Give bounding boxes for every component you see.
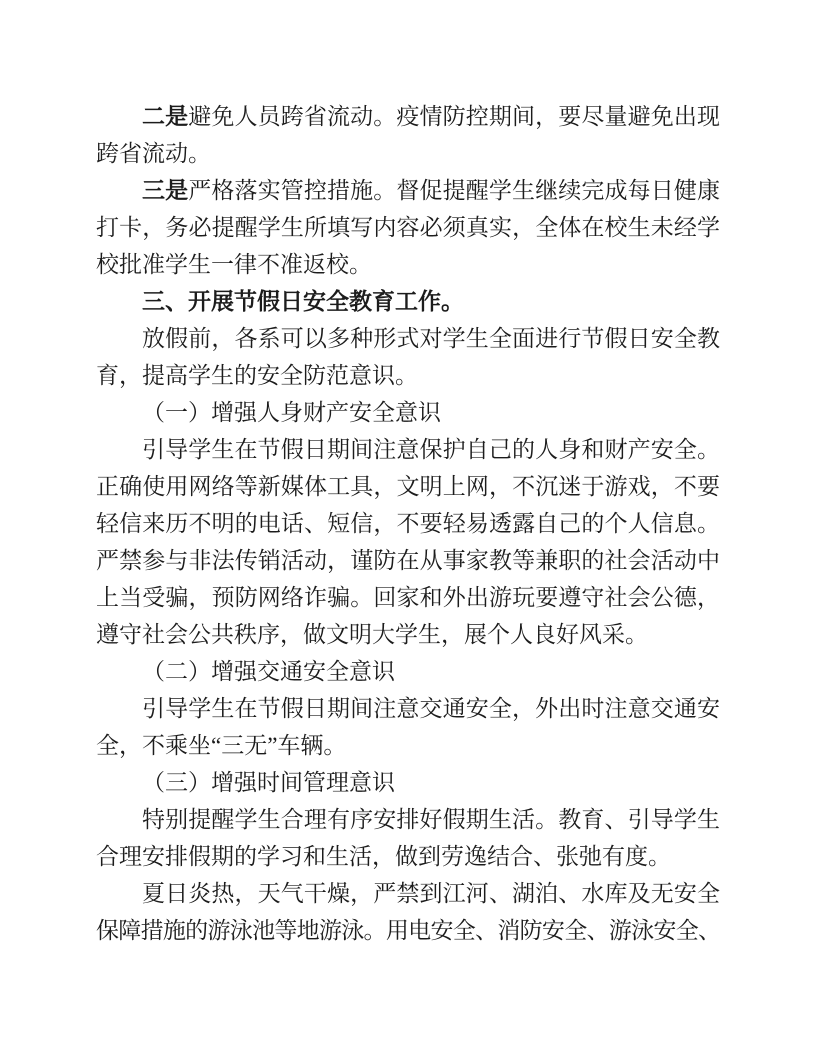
text-line bbox=[96, 98, 720, 135]
text-line: 放假前，各系可以多种形式对学生全面进行节假日安全教 bbox=[142, 326, 720, 351]
text-line: 全，不乘坐“三无”车辆。 bbox=[96, 733, 347, 758]
paragraph-body bbox=[96, 875, 720, 949]
paragraph-subheading bbox=[96, 764, 720, 801]
text-line: 打卡，务必提醒学生所填写内容必须真实，全体在校生未经学 bbox=[96, 215, 720, 240]
text-line: （二）增强交通安全意识 bbox=[142, 659, 395, 684]
text-line: 育，提高学生的安全防范意识。 bbox=[96, 363, 418, 388]
text-line: 三、开展节假日安全教育工作。 bbox=[142, 289, 464, 314]
text-line: 引导学生在节假日期间注意保护自己的人身和财产安全。 bbox=[142, 437, 720, 462]
bold-run: 三是 bbox=[142, 178, 189, 203]
paragraph-heading bbox=[96, 283, 720, 320]
text-line: 夏日炎热，天气干燥，严禁到江河、湖泊、水库及无安全 bbox=[142, 881, 720, 906]
text-run: 避免人员跨省流动。疫情防控期间，要尽量避免出现 bbox=[188, 104, 720, 129]
text-line: 上当受骗，预防网络诈骗。回家和外出游玩要遵守社会公德， bbox=[96, 585, 720, 610]
text-line: 合理安排假期的学习和生活，做到劳逸结合、张弛有度。 bbox=[96, 844, 671, 869]
paragraph-body bbox=[96, 172, 720, 283]
text-run: 严格落实管控措施。督促提醒学生继续完成每日健康 bbox=[188, 178, 720, 203]
text-line: 正确使用网络等新媒体工具，文明上网，不沉迷于游戏，不要 bbox=[96, 474, 720, 499]
text-line: 保障措施的游泳池等地游泳。用电安全、消防安全、游泳安全、 bbox=[96, 918, 720, 943]
text-line: （一）增强人身财产安全意识 bbox=[142, 400, 441, 425]
text-line bbox=[96, 172, 720, 209]
paragraph-body bbox=[96, 320, 720, 394]
text-line: 校批准学生一律不准返校。 bbox=[96, 252, 372, 277]
bold-run: 二是 bbox=[142, 104, 189, 129]
text-line: （三）增强时间管理意识 bbox=[142, 770, 395, 795]
paragraph-body bbox=[96, 690, 720, 764]
text-line: 遵守社会公共秩序，做文明大学生，展个人良好风采。 bbox=[96, 622, 648, 647]
text-line: 特别提醒学生合理有序安排好假期生活。教育、引导学生 bbox=[142, 807, 720, 832]
text-line: 引导学生在节假日期间注意交通安全，外出时注意交通安 bbox=[142, 696, 720, 721]
text-line: 轻信来历不明的电话、短信，不要轻易透露自己的个人信息。 bbox=[96, 511, 720, 536]
paragraph-body bbox=[96, 98, 720, 172]
text-line: 跨省流动。 bbox=[96, 141, 211, 166]
paragraph-subheading bbox=[96, 394, 720, 431]
paragraph-body bbox=[96, 431, 720, 653]
paragraph-subheading bbox=[96, 653, 720, 690]
text-line: 严禁参与非法传销活动，谨防在从事家教等兼职的社会活动中 bbox=[96, 548, 720, 573]
paragraph-body bbox=[96, 801, 720, 875]
